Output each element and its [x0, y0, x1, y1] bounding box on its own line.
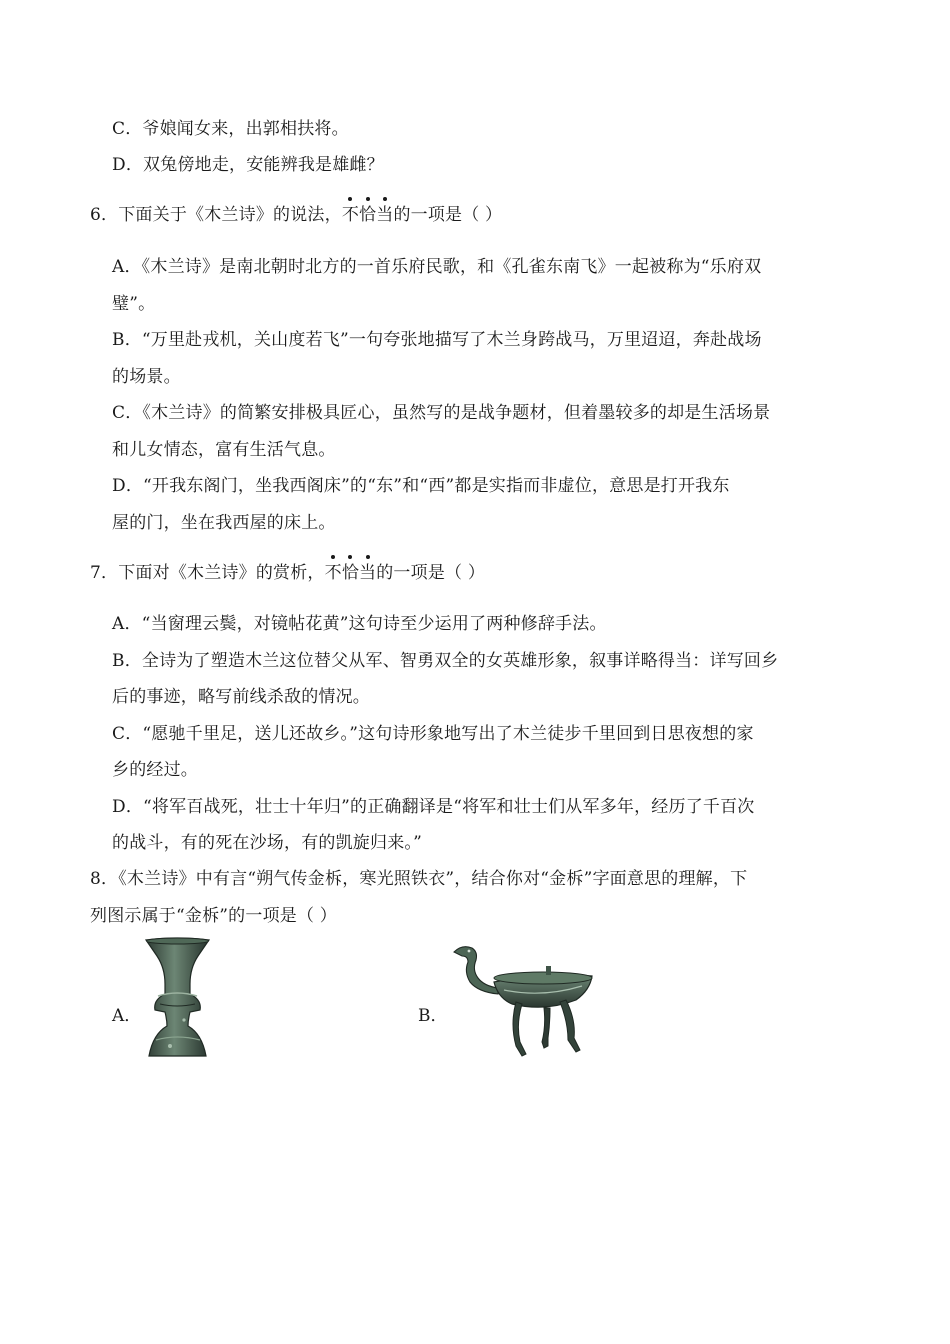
q5-option-c: C．爷娘闻女来，出郭相扶将。: [112, 119, 349, 139]
q7-option-d-line2: 的战斗，有的死在沙场，有的凯旋归来。”: [112, 833, 422, 853]
q7-option-b-line1: B．全诗为了塑造木兰这位替父从军、智勇双全的女英雄形象，叙事详略得当：详写回乡: [112, 651, 779, 671]
q6-emph-2: 恰: [359, 205, 377, 225]
q6-emph-3: 当: [376, 205, 394, 225]
q6-stem-after: 的一项是（ ）: [393, 205, 503, 225]
q7-emph-2: 恰: [341, 563, 360, 583]
q7-option-c-line2: 乡的经过。: [112, 760, 198, 780]
q5-option-d: D．双兔傍地走，安能辨我是雄雌？: [112, 155, 384, 175]
q6-option-c-line2: 和儿女情态，富有生活气息。: [112, 440, 336, 460]
q7-option-a: A．“当窗理云鬓，对镜帖花黄”这句诗至少运用了两种修辞手法。: [112, 614, 607, 634]
q8-option-a-image: [140, 936, 215, 1060]
q7-stem-after: 的一项是（ ）: [376, 563, 486, 583]
q7-emph-3: 当: [359, 563, 377, 583]
q6-option-a-line2: 璧”。: [112, 294, 156, 314]
q6-stem-before: 6．下面关于《木兰诗》的说法，: [90, 205, 342, 225]
q8-stem-line2: 列图示属于“金柝”的一项是（ ）: [90, 906, 337, 926]
q7-option-d-line1: D．“将军百战死，壮士十年归”的正确翻译是“将军和壮士们从军多年，经历了千百次: [112, 797, 755, 817]
q6-option-b-line1: B．“万里赴戎机，关山度若飞”一句夸张地描写了木兰身跨战马，万里迢迢，奔赴战场: [112, 330, 762, 350]
q7-stem-before: 7．下面对《木兰诗》的赏析，: [90, 563, 325, 583]
q7-emph-1: 不: [324, 563, 342, 583]
q7-stem: [90, 561, 485, 585]
q6-stem: [90, 203, 502, 227]
q8-option-b-label: B．: [418, 1006, 448, 1026]
q6-emph-1: 不: [341, 205, 360, 225]
q8-option-a-label: A．: [112, 1006, 142, 1026]
q8-stem-line1: 8．《木兰诗》中有言“朔气传金柝，寒光照铁衣”，结合你对“金柝”字面意思的理解，下: [90, 869, 748, 889]
q6-option-c-line1: C．《木兰诗》的简繁安排极具匠心，虽然写的是战争题材，但着墨较多的却是生活场景: [112, 403, 771, 423]
q7-option-c-line1: C．“愿驰千里足，送儿还故乡。”这句诗形象地写出了木兰徒步千里回到日思夜想的家: [112, 724, 754, 744]
q7-option-b-line2: 后的事迹，略写前线杀敌的情况。: [112, 687, 370, 707]
q8-option-b-image: [450, 938, 595, 1062]
q6-option-d-line2: 屋的门，坐在我西屋的床上。: [112, 513, 336, 533]
q6-option-a-line1: A．《木兰诗》是南北朝时北方的一首乐府民歌，和《孔雀东南飞》一起被称为“乐府双: [112, 257, 762, 277]
q6-option-d-line1: D．“开我东阁门，坐我西阁床”的“东”和“西”都是实指而非虚位，意思是打开我东: [112, 476, 730, 496]
q6-option-b-line2: 的场景。: [112, 367, 181, 387]
